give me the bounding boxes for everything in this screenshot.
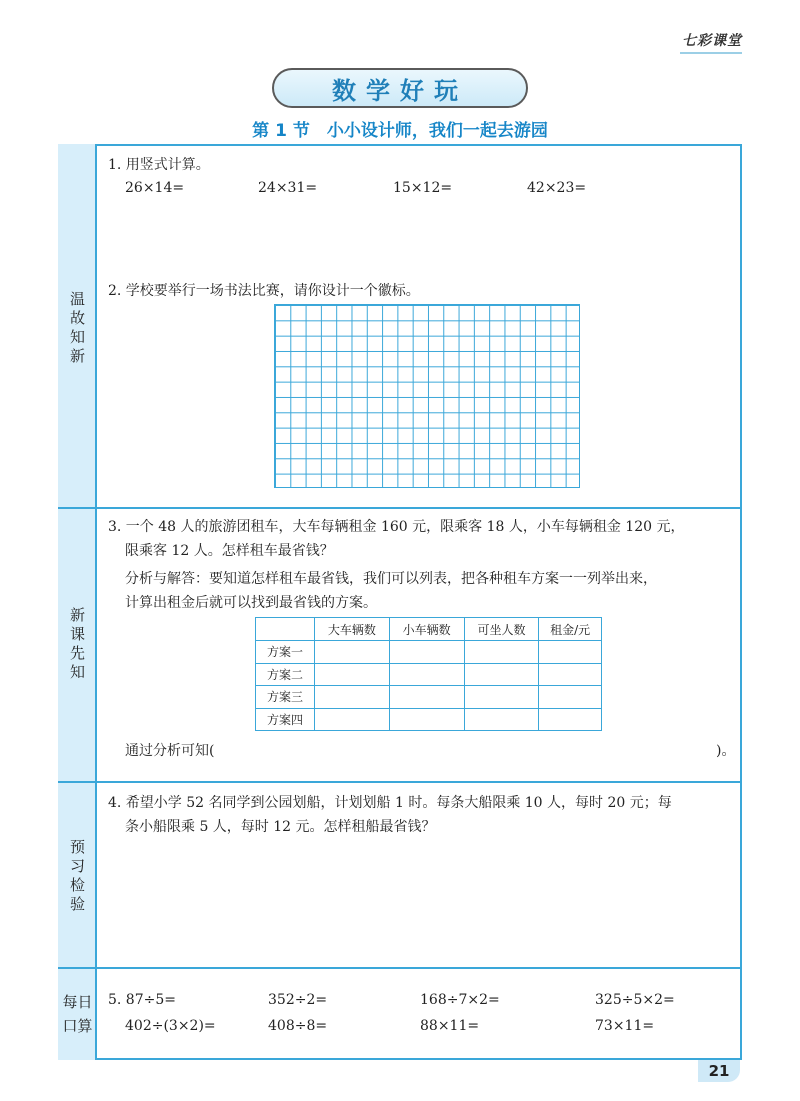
section-label-text: 每日口算	[62, 993, 93, 1035]
section-label-text: 温故知新	[69, 290, 85, 365]
table-row	[256, 708, 602, 731]
answer-cell[interactable]	[539, 641, 602, 664]
q3-line: 计算出租金后就可以找到最省钱的方案。	[125, 595, 377, 611]
chapter-title: 数学好玩	[332, 75, 468, 105]
drawing-grid[interactable]	[274, 304, 580, 488]
section-label-text: 预习检验	[69, 838, 85, 913]
row-label: 方案三	[256, 686, 315, 709]
table-row	[256, 686, 602, 709]
chapter-title-banner	[272, 68, 528, 108]
row-label: 方案一	[256, 641, 315, 664]
section-label-preview-check	[58, 838, 97, 914]
q5-item: 168÷7×2=	[420, 992, 500, 1008]
answer-cell[interactable]	[539, 708, 602, 731]
page-number: 21	[698, 1060, 740, 1082]
q3-conclusion-right: )。	[716, 743, 736, 759]
answer-cell[interactable]	[539, 686, 602, 709]
q1-item: 42×23=	[527, 180, 587, 196]
q5-item: 352÷2=	[268, 992, 328, 1008]
q5-item: 73×11=	[595, 1018, 655, 1034]
section-label-text: 新课先知	[69, 606, 85, 681]
q3-line: 分析与解答：要知道怎样租车最省钱，我们可以列表，把各种租车方案一一列举出来，	[125, 571, 657, 587]
answer-cell[interactable]	[389, 686, 464, 709]
section-label-daily-calc	[58, 990, 97, 1038]
answer-cell[interactable]	[464, 708, 539, 731]
q4-line: 条小船限乘 5 人，每时 12 元。怎样租船最省钱？	[125, 819, 436, 835]
brand-logo: 七彩课堂	[682, 33, 742, 49]
section-divider	[58, 507, 742, 509]
section-subtitle: 第 1 节 小小设计师，我们一起去游园	[252, 121, 548, 141]
answer-cell[interactable]	[389, 663, 464, 686]
q4-line: 4. 希望小学 52 名同学到公园划船，计划划船 1 时。每条大船限乘 10 人，每时 20 元；每	[108, 795, 672, 811]
rental-plan-table	[255, 617, 602, 731]
row-label: 方案二	[256, 663, 315, 686]
section-label-review	[58, 290, 97, 366]
q3-line: 限乘客 12 人。怎样租车最省钱？	[125, 543, 334, 559]
answer-cell[interactable]	[464, 663, 539, 686]
section-divider	[58, 781, 742, 783]
q1-item: 15×12=	[393, 180, 453, 196]
answer-cell[interactable]	[315, 708, 390, 731]
q1-item: 26×14=	[125, 180, 185, 196]
q3-line: 3. 一个 48 人的旅游团租车，大车每辆租金 160 元，限乘客 18 人，小车每辆租金 120 元，	[108, 519, 685, 535]
table-row	[256, 641, 602, 664]
q5-item: 402÷(3×2)=	[125, 1018, 216, 1034]
table-header-cell: 小车辆数	[389, 618, 464, 641]
q1-prompt: 1. 用竖式计算。	[108, 157, 210, 173]
table-header-cell: 大车辆数	[315, 618, 390, 641]
section-divider	[58, 967, 742, 969]
table-row	[256, 663, 602, 686]
answer-cell[interactable]	[315, 686, 390, 709]
section-label-new-lesson	[58, 606, 97, 682]
table-header-cell: 可坐人数	[464, 618, 539, 641]
table-header-row	[256, 618, 602, 641]
answer-cell[interactable]	[539, 663, 602, 686]
q5-item: 88×11=	[420, 1018, 480, 1034]
q1-item: 24×31=	[258, 180, 318, 196]
answer-cell[interactable]	[389, 641, 464, 664]
brand-underline	[680, 52, 742, 54]
q2-prompt: 2. 学校要举行一场书法比赛，请你设计一个徽标。	[108, 283, 420, 299]
answer-cell[interactable]	[315, 641, 390, 664]
q5-item: 5. 87÷5=	[108, 992, 176, 1008]
answer-cell[interactable]	[464, 641, 539, 664]
table-header-cell	[256, 618, 315, 641]
table-header-cell: 租金/元	[539, 618, 602, 641]
q5-item: 408÷8=	[268, 1018, 328, 1034]
q5-item: 325÷5×2=	[595, 992, 675, 1008]
q3-conclusion-left: 通过分析可知(	[125, 743, 215, 759]
answer-cell[interactable]	[315, 663, 390, 686]
answer-cell[interactable]	[389, 708, 464, 731]
row-label: 方案四	[256, 708, 315, 731]
answer-cell[interactable]	[464, 686, 539, 709]
